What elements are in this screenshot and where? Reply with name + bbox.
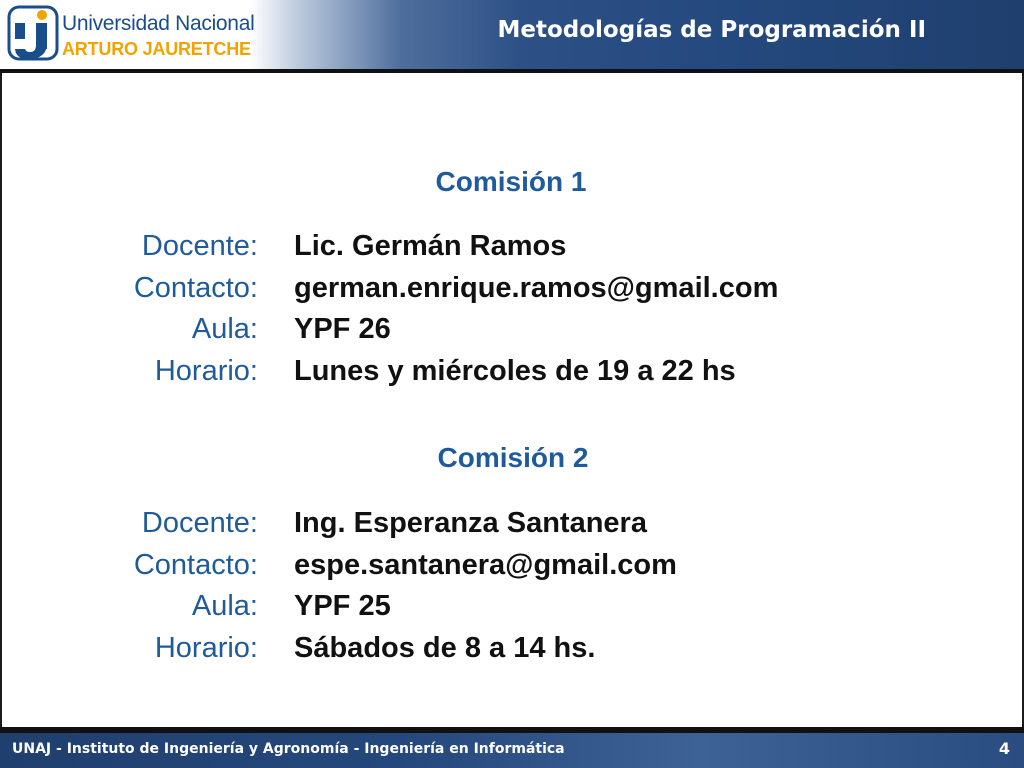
footer-institution-text: UNAJ - Instituto de Ingeniería y Agronomía - Ingeniería en Informática (12, 741, 565, 757)
schedule-value: Lunes y miércoles de 19 a 22 hs (294, 354, 736, 387)
contact-email: espe.santanera@gmail.com (294, 548, 677, 581)
info-row-classroom (0, 588, 1024, 630)
info-label: Horario: (154, 631, 258, 664)
info-row-contact (0, 547, 1024, 589)
commission-2-details (0, 505, 1024, 671)
info-label: Docente: (141, 230, 258, 262)
commission-1-title: Comisión 1 (435, 166, 587, 197)
commission-2-title: Comisión 2 (437, 442, 589, 473)
teacher-name: Ing. Esperanza Santanera (294, 507, 647, 539)
classroom-value: YPF 26 (294, 313, 391, 345)
university-logo (6, 3, 256, 65)
classroom-value: YPF 25 (294, 590, 391, 622)
header-divider (0, 69, 1024, 73)
teacher-name: Lic. Germán Ramos (294, 230, 567, 262)
page-number: 4 (998, 739, 1010, 758)
info-row-classroom (0, 311, 1024, 353)
logo-university-name: Universidad Nacional (62, 12, 255, 35)
info-row-schedule (0, 353, 1024, 395)
info-label: Contacto: (133, 548, 258, 581)
info-label: Horario: (154, 354, 258, 387)
schedule-value: Sábados de 8 a 14 hs. (294, 631, 596, 664)
page-title: Metodologías de Programación II (497, 17, 926, 43)
info-label: Contacto: (133, 271, 258, 304)
info-label: Aula: (191, 590, 258, 622)
info-label: Aula: (191, 313, 258, 345)
slide-footer (0, 733, 1024, 768)
commission-1-details (0, 228, 1024, 394)
logo-university-subname: ARTURO JAURETCHE (62, 39, 251, 59)
slide-header (0, 0, 1024, 70)
unaj-logo-icon (6, 3, 60, 65)
info-row-schedule (0, 630, 1024, 672)
info-label: Docente: (141, 507, 258, 539)
info-row-contact (0, 270, 1024, 312)
contact-email: german.enrique.ramos@gmail.com (294, 271, 779, 304)
info-row-teacher (0, 228, 1024, 270)
info-row-teacher (0, 505, 1024, 547)
